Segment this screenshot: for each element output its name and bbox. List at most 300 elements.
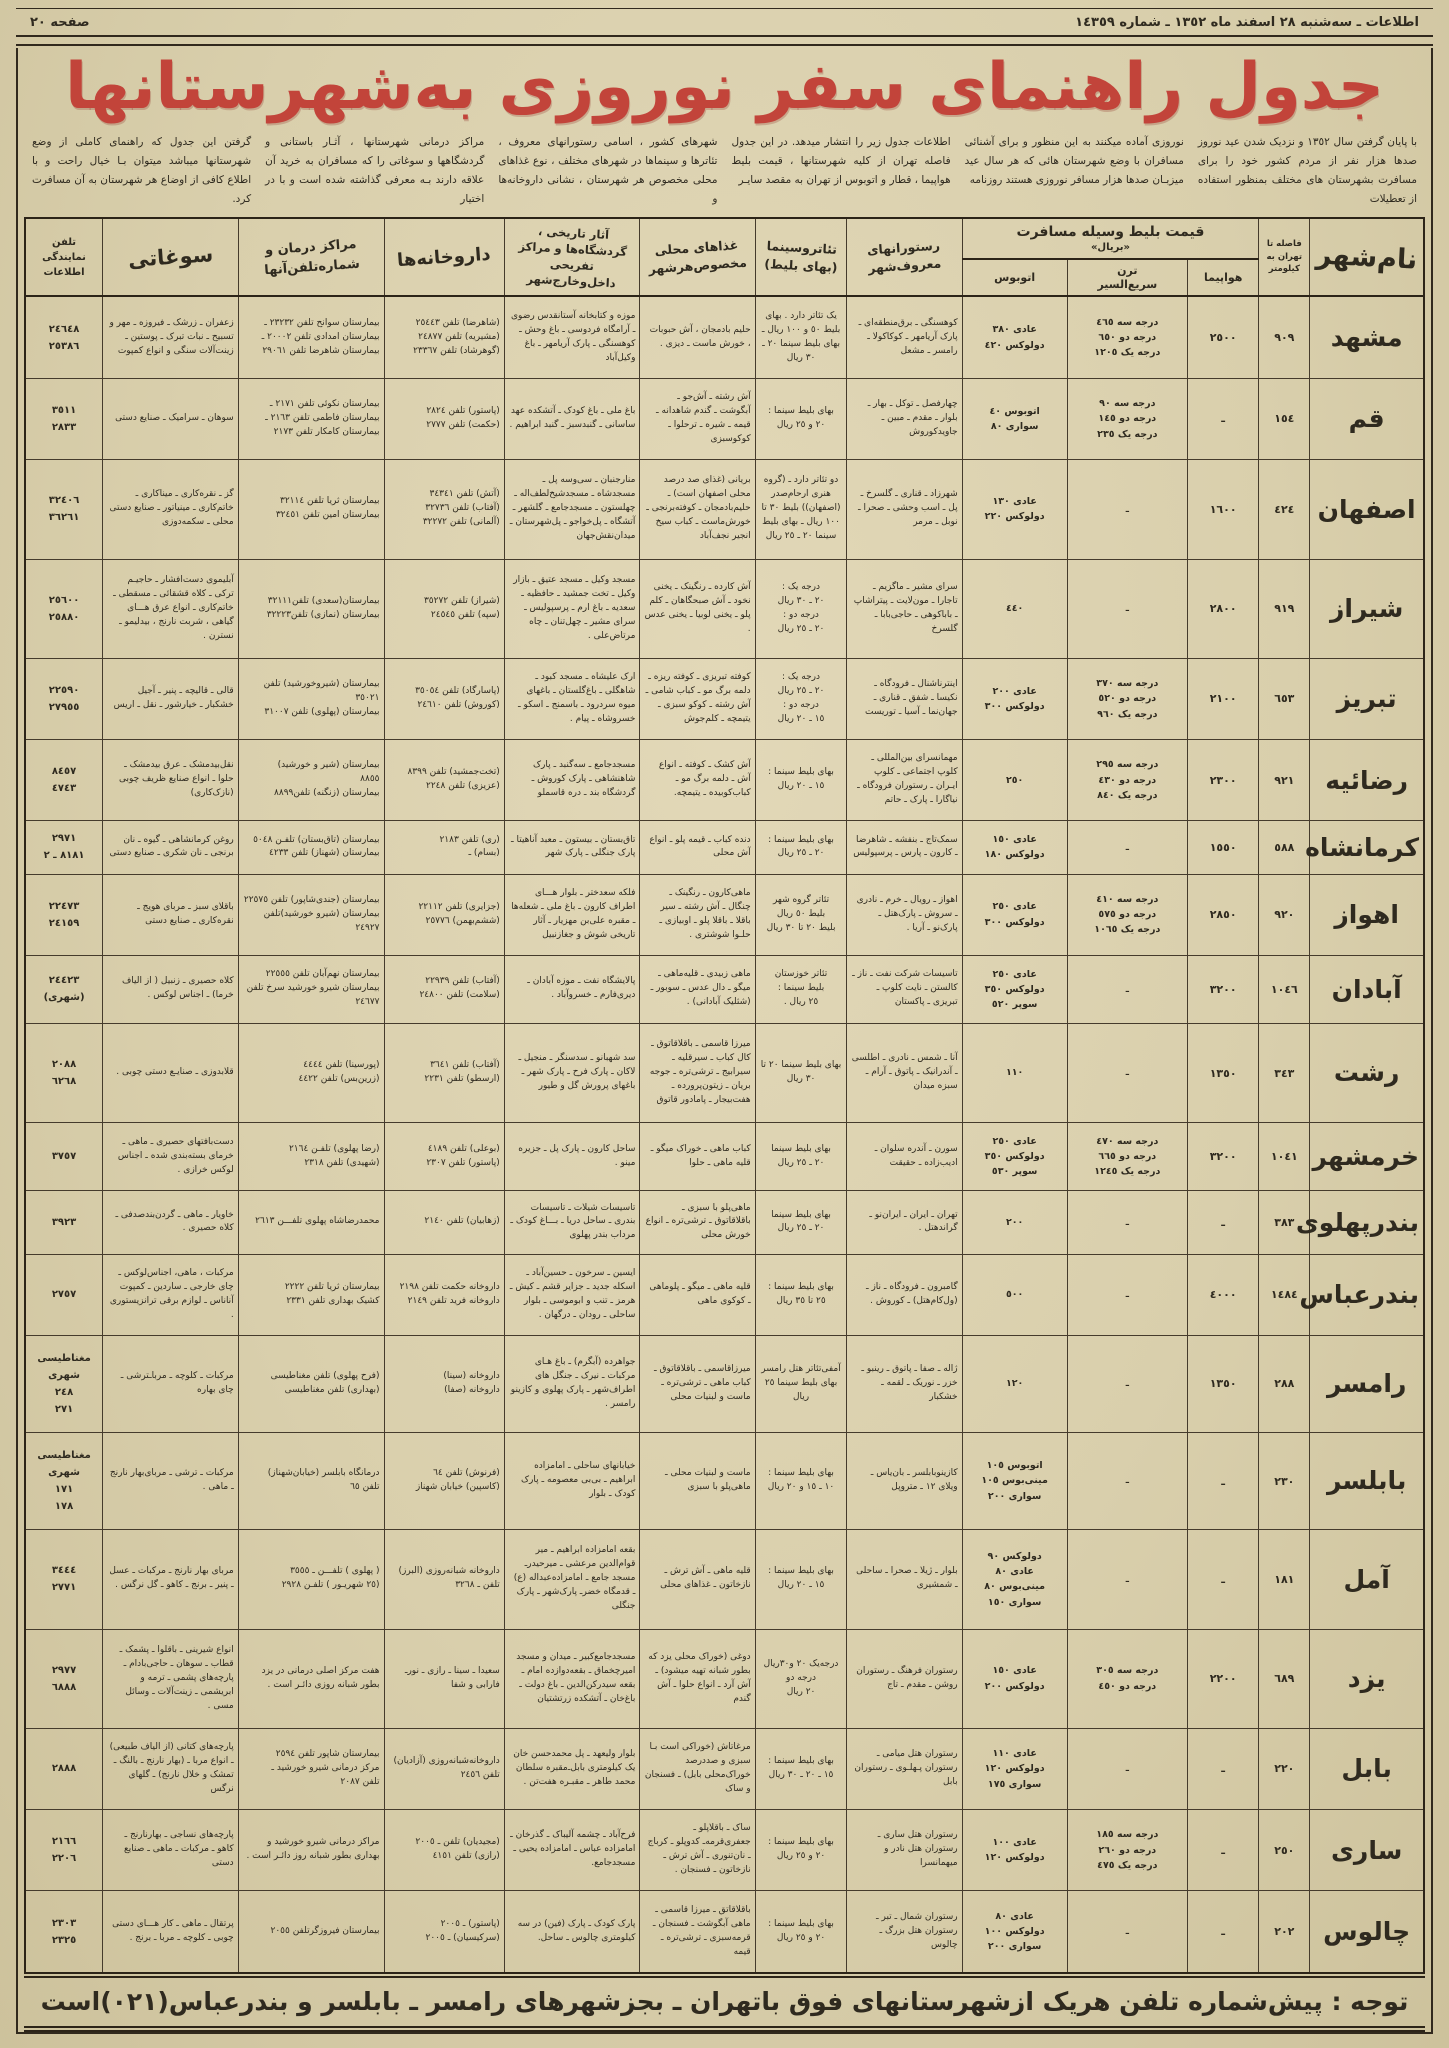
header-train: ترن سریع‌السیر [1067, 259, 1187, 297]
cell-pharmacies: (زهابیان) تلفن ٢١٤٠ [384, 1191, 504, 1254]
cell-name: اهواز [1310, 874, 1424, 955]
cell-foods: ماهی زبیدی ـ قلیه‌ماهی ـ میگو ـ دال عدس ـ سوبور ـ (شثلیک آبادانی) . [640, 955, 755, 1023]
cell-restaurants: مهمانسرای بین‌المللی ـ کلوپ اجتماعی ـ کلوپ ایـران ـ رستوران فرودگاه ـ نیاگارا ـ پارک ـ حاتم [847, 740, 962, 821]
cell-agency-phone: ٣٥١١ ٢٨٣٣ [25, 378, 103, 459]
cell-sights: ساحل کارون ـ پارک پل ـ جزیره مینو . [504, 1123, 640, 1191]
header-ticket-price-group [962, 218, 1259, 259]
cell-sights: جواهرده (آبگرم) ـ باغ هـای مرکبات ـ نیرک ـ جنگل های اطراف‌شهر ـ پارک پهلوی و کازینو رامسر . [504, 1335, 640, 1432]
intro-paragraph [24, 131, 1425, 217]
cell-souvenirs: مرکبات ، ماهی، اجناس‌لوکس ـ چای خارجی ـ ساردین ـ کمپوت آناناس ـ لوازم برقی ترانزیستوری . [103, 1254, 239, 1335]
cell-plane: ٢١٠٠ [1187, 658, 1258, 739]
cell-medical: بیمارستان نهم‌آبان تلفن ٢٢٥٥٥ بیمارستان شیرو خورشید سرخ تلفن ٢٤٦٧٧ [238, 955, 384, 1023]
cell-distance: ٦٨٩ [1259, 1629, 1310, 1728]
cell-foods: کباب ماهی ـ خوراک میگو ـ قلیه ماهی ـ حلوا [640, 1123, 755, 1191]
cell-medical: بیمارستان ثریا تلفن ٢٢٢٢ کشیک بهداری تلفن ٢٣٣١ [238, 1254, 384, 1335]
cell-name: قم [1310, 378, 1424, 459]
cell-agency-phone: ٢٣٠٣ ٢٣٢٥ [25, 1891, 103, 1973]
cell-sights: منارجنبان ـ سی‌وسه پل ـ مسجدشاه ـ مسجدشیخ‌لطف‌اله ـ چهلستون ـ مسجدجامع ـ گلشهر ـ آتشگاه ـ پل‌خواجو ـ پل‌شهرستان ـ میدان‌نقش‌جهان [504, 460, 640, 559]
table-row [25, 1728, 1424, 1809]
cell-train: ـ [1067, 1254, 1187, 1335]
cell-sights: مسجدجامع ـ سه‌گنبد ـ پارک شاهنشاهی ـ پارک کوروش ـ گردشگاه بند ـ دره قاسملو [504, 740, 640, 821]
cell-plane: ٤٠٠٠ [1187, 1254, 1258, 1335]
cell-sights: فرح‌آباد ـ چشمه آلیباک ـ گذرخان ـ امامزاده عباس ـ امامزاده یحیی ـ مسجدجامع. [504, 1810, 640, 1891]
cell-foods: میرزا قاسمی ـ باقلاقاتوق ـ کال کباب ـ سیرقلیه ـ سیرابیج ـ ترشی‌تره ـ جوجه بریان ـ زیتون‌پرورده ـ هفت‌بیجار ـ پامادور قاتوق [640, 1023, 755, 1122]
cell-distance: ٢٣٠ [1259, 1433, 1310, 1530]
cell-restaurants: اینترناشنال ـ فرودگاه ـ نکیسا ـ شفق ـ قناری ـ جهان‌نما ـ آسیا ـ توریست [847, 658, 962, 739]
cell-bus: عادی ٢٥٠ دولوکس ٣٥٠ سوپر ٥٢٠ [962, 955, 1067, 1023]
header-ticket-price-label: قیمت بلیط وسیله مسافرت [1016, 223, 1205, 240]
cell-souvenirs: مربای بهار نارنج ـ مرکبات ـ عسل ـ پنیر ـ برنج ـ کاهو ـ گل نرگس . [103, 1530, 239, 1629]
cell-restaurants: گامبرون ـ فرودگاه ـ ناز ـ (ول‌کام‌هتل) ـ کوروش . [847, 1254, 962, 1335]
cell-name: ساری [1310, 1810, 1424, 1891]
cell-foods: مرغاتاش (خوراکی است بـا سبزی و صددرصد خوراک‌محلی بابل) ـ فسنجان و ساک [640, 1728, 755, 1809]
cell-pharmacies: (ری) تلفن ٢١٨٣ (بسام) ـ [384, 821, 504, 874]
cell-cinema: بهای بلیط سینما : ٢٥ تا ٣٥ ریال [755, 1254, 847, 1335]
cell-sights: ایسین ـ سرخون ـ حسین‌آباد ـ اسکله جدید ـ جزایر قشم ـ کیش ـ هرمز ـ تنب و ابوموسی ـ بلوار ساحلی ـ رودان ـ درگهان . [504, 1254, 640, 1335]
cell-cinema: بهای بلیط سینما ٢٠ تا ٣٠ ریال [755, 1023, 847, 1122]
cell-souvenirs: مرکبات ـ کلوچه ـ مرباـترشی ـ چای بهاره [103, 1335, 239, 1432]
table-row [25, 1810, 1424, 1891]
header-local-foods: غذاهای محلی مخصوص‌هرشهر [640, 218, 755, 297]
cell-souvenirs: قالی ـ قالیچه ـ پنیر ـ آجیل خشکبار ـ خیارشور ـ نقل ـ اریس [103, 658, 239, 739]
cell-distance: ٤٢٤ [1259, 460, 1310, 559]
cell-bus: اتوبوس ٤٠ سواری ٨٠ [962, 378, 1067, 459]
cell-pharmacies: داروخانه شبانه‌روزی (البرز) تلفن ـ ٣٢٦٨ [384, 1530, 504, 1629]
cell-agency-phone: ٢٠٨٨ ٦٢٦٨ [25, 1023, 103, 1122]
cell-souvenirs: مرکبات ـ ترشی ـ مربای‌بهار نارنج ـ ماهی . [103, 1433, 239, 1530]
cell-cinema: دو تئاتر دارد ـ (گروه هنری ارحام‌صدر (اصفهان)) بلیط ٣٠ تا ١٠٠ ریال ـ بهای بلیط سینما ٢٠ ـ ٢٥ ریال [755, 460, 847, 559]
cell-train: ـ [1067, 1530, 1187, 1629]
table-row [25, 1530, 1424, 1629]
cell-pharmacies: (تخت‌جمشید) تلفن ٨٣٩٩ (عزیزی) تلفن ٢٢٤٨ [384, 740, 504, 821]
cell-restaurants: سورن ـ آندره سلوان ـ ادیب‌زاده ـ حقیقت [847, 1123, 962, 1191]
cell-agency-phone: ٢٤٦٤٨ ٢٥٣٨٦ [25, 296, 103, 378]
table-row [25, 1335, 1424, 1432]
cell-medical: بیمارستان ثریا تلفن ٣٢١١٤ بیمارستان امین تلفن ٣٢٤٥١ [238, 460, 384, 559]
cell-name: رضائیه [1310, 740, 1424, 821]
cell-pharmacies: (فرنوش) تلفن ٦٤ (کاسپین) خیابان شهناز [384, 1433, 504, 1530]
cell-agency-phone: ٢٩٧١ ٨١٨١ ـ ٢ [25, 821, 103, 874]
cell-restaurants: اهواز ـ رویال ـ خرم ـ نادری ـ سروش ـ پارک‌هتل ـ پارک‌نو ـ آریا . [847, 874, 962, 955]
header-ticket-price-unit: «بریال» [1090, 241, 1131, 253]
cell-train: ـ [1067, 559, 1187, 658]
cell-plane: ـ [1187, 1891, 1258, 1973]
cell-agency-phone: ٢٥٦٠٠ ٢٥٨٨٠ [25, 559, 103, 658]
cell-restaurants: آنا ـ شمس ـ نادری ـ اطلسی ـ آندرانیک ـ پاتوق ـ آرام ـ سبزه میدان [847, 1023, 962, 1122]
cell-agency-phone: مغناطیسی شهری ١٧١ ١٧٨ [25, 1433, 103, 1530]
cell-distance: ١٤٨٤ [1259, 1254, 1310, 1335]
table-row [25, 460, 1424, 559]
cell-agency-phone: ٣٩٢٣ [25, 1191, 103, 1254]
cell-foods: قلیه ماهی ـ میگو ـ پلوماهی ـ کوکوی ماهی [640, 1254, 755, 1335]
cell-cinema: بهای بلیط سینما : ١٥ ـ ٢٠ ریال [755, 1530, 847, 1629]
table-row [25, 296, 1424, 378]
cell-medical: بیمارستان نکوئی تلفن ٢١٧١ ـ بیمارستان فاطمی تلفن ٢١٦٣ ـ بیمارستان کامکار تلفن ٢١٧٣ [238, 378, 384, 459]
cell-distance: ٢٠٢ [1259, 1891, 1310, 1973]
cell-name: شیراز [1310, 559, 1424, 658]
cell-pharmacies: (پاستور) ـ ٢٠٠٥ (سرکیسیان) ـ ٢٠٠٥ [384, 1891, 504, 1973]
table-row [25, 1433, 1424, 1530]
cell-bus: عادی ١٥٠ دولوکس ١٨٠ [962, 821, 1067, 874]
cell-sights: خیابانهای ساحلی ـ امامزاده ابراهیم ـ بی‌بی معصومه ـ پارک کودک ـ بلوار [504, 1433, 640, 1530]
cell-foods: ماهی‌پلو با سبزی ـ باقلاقاتوق ـ ترشی‌تره ـ انواع خورش محلی [640, 1191, 755, 1254]
cell-bus: عادی ٣٨٠ دولوکس ٤٢٠ [962, 296, 1067, 378]
cell-restaurants: شهرزاد ـ قناری ـ گلسرخ ـ پل ـ اسب وحشی ـ صحرا ـ نوبل ـ مرمر [847, 460, 962, 559]
cell-sights: ارک علیشاه ـ مسجد کبود ـ شاهگلی ـ باغ‌گلستان ـ باغهای میوه سردرود ـ باسمنج ـ اسکو ـ خسروشاه ـ پیام . [504, 658, 640, 739]
cell-restaurants: سرای مشیر ـ ماگزیم ـ تاجارا ـ مون‌لایت ـ پیتراشاپ ـ باباکوهی ـ حاجی‌بابا ـ گلسرخ [847, 559, 962, 658]
table-row [25, 1629, 1424, 1728]
cell-train: ـ [1067, 1728, 1187, 1809]
cell-train: درجه سه ٤٧٠ درجه دو ٦٦٥ درجه یک ١٢٤٥ [1067, 1123, 1187, 1191]
cell-souvenirs: آبلیموی دست‌افشار ـ حاجیـم ترکی ـ کلاه قشقائی ـ مسقطی ـ خاتم‌کاری ـ انواع عرق هـــای گیاهی ، شربت نارنج ، بیدلیمو ـ نسترن . [103, 559, 239, 658]
table-row [25, 955, 1424, 1023]
cell-plane: ٢٨٠٠ [1187, 559, 1258, 658]
table-row [25, 1023, 1424, 1122]
cell-distance: ٦٥٣ [1259, 658, 1310, 739]
cell-bus: ٢٥٠ [962, 740, 1067, 821]
cell-souvenirs: انواع شیرینی ـ باقلوا ـ پشمک ـ قطاب ـ سوهان ـ حاجی‌بادام ـ پارچه‌های پشمی ـ ترمه و ابریشمی ـ زینت‌آلات ـ وسائل مسی . [103, 1629, 239, 1728]
page-title: جدول راهنمای سفر نوروزی به‌شهرستانها [65, 50, 1384, 124]
header-restaurants: رستورانهای معروف‌شهر [847, 218, 962, 297]
masthead-divider [16, 35, 1433, 46]
footer-note: توجه : پیش‌شماره تلفن هریک ازشهرستانهای فوق باتهران ـ بجزشهرهای رامسر ـ بابلسر و بندرعباس(٠٢١)است [24, 1976, 1425, 2032]
cell-medical: بیمارستان سوانح تلفن ٢٣٢٣٢ ـ بیمارستان امدادی تلفن ٢٠٠٠٢ ـ بیمارستان شاهرضا تلفن ٢٩٠٦١ [238, 296, 384, 378]
header-historic-sights: آثار تاریخی ، گردشگاه‌ها و مراکز تفریحی داخل‌وخارج‌شهر [504, 218, 640, 297]
cell-plane: ـ [1187, 1810, 1258, 1891]
cell-distance: ٩١٩ [1259, 559, 1310, 658]
cell-bus: ١١٠ [962, 1023, 1067, 1122]
cell-pharmacies: داروخانه (سینا) داروخانه (صفا) [384, 1335, 504, 1432]
cell-name: رامسر [1310, 1335, 1424, 1432]
cell-pharmacies: داروخانه‌شبانه‌روزی (آزادیان) تلفن ٢٤٥٦ [384, 1728, 504, 1809]
cell-name: بابل [1310, 1728, 1424, 1809]
cell-bus: اتوبوس ١٠٥ مینی‌بوس ١٠٥ سواری ٢٠٠ [962, 1433, 1067, 1530]
cell-bus: ٤٤٠ [962, 559, 1067, 658]
cell-souvenirs: پارچه‌های کتانی (از الیاف طبیعی) ـ انواع مربا ـ (بهار نارنج ـ بالنگ ـ تمشک و خلال نارنج) ـ گلهای نرگس [103, 1728, 239, 1809]
cell-cinema: درجه‌یک ٢٠ و٣٠ریال درجه دو ٢٠ ریال [755, 1629, 847, 1728]
cell-restaurants: رستوران هتل میامی ـ رستوران پـهلـوی ـ رستوران بابل [847, 1728, 962, 1809]
cell-train: درجه سه ١٨٥ درجه دو ٢٦٠ درجه یک ٤٧٥ [1067, 1810, 1187, 1891]
cell-foods: دوغی (خوراک محلی یزد که بطور شبانه تهیه میشود) ـ آش آرد ـ انواع حلوا ـ آش گندم [640, 1629, 755, 1728]
cell-pharmacies: (آفتاب) تلفن ٣٦٤١ (ارسطو) تلفن ٢٢٣١ [384, 1023, 504, 1122]
cell-train: ـ [1067, 1335, 1187, 1432]
header-distance: فاصله تا تهران به کیلومتر [1259, 218, 1310, 297]
cell-pharmacies: (بوعلی) تلفن ٤١٨٩ (پاستور) تلفن ٢٣٠٧ [384, 1123, 504, 1191]
cell-medical: بیمارستان (تاق‌بستان) تلفـن ٥٠٤٨ بیمارستان (شهناز) تلفن ٤٢٣٣ [238, 821, 384, 874]
cell-name: یزد [1310, 1629, 1424, 1728]
cell-distance: ٢٢٠ [1259, 1728, 1310, 1809]
cell-foods: کوفته تبریزی ـ کوفته ریزه ـ دلمه برگ مو ـ کباب شامی ـ آش رشته ـ کوکو سبزی ـ یتیمچه ـ کلم‌جوش [640, 658, 755, 739]
cell-name: رشت [1310, 1023, 1424, 1122]
cell-name: آبادان [1310, 955, 1424, 1023]
cell-name: کرمانشاه [1310, 821, 1424, 874]
cell-foods: حلیم بادمجان ، آش حبوبات ، خورش ماست ـ دیزی . [640, 296, 755, 378]
cell-cinema: بهای بلیط سینما : ١٥ ـ ٢٠ ـ ٣٠ ریال [755, 1728, 847, 1809]
cell-restaurants: تهران ـ ایران ـ ایران‌نو ـ گراندهتل . [847, 1191, 962, 1254]
cell-medical: محمدرضاشاه پهلوی تلفـــن ٢٦١٣ [238, 1191, 384, 1254]
cell-train: ـ [1067, 821, 1187, 874]
cell-sights: بلوار ولیعهد ـ پل محمدحسن خان یک کیلومتری بابل‌ـ‌مقبره سلطان محمد طاهر ـ مقبـره هفت‌تن . [504, 1728, 640, 1809]
cell-souvenirs: زعفران ـ زرشک ـ فیروزه ـ مهر و تسبیح ـ نبات تبرک ـ پوستین ـ زینت‌آلات سنگی و انواع کمپوت [103, 296, 239, 378]
cell-bus: دولوکس ٩٠ عادی ٨٠ مینی‌بوس ٨٠ سواری ١٥٠ [962, 1530, 1067, 1629]
travel-table-wrap [24, 217, 1425, 1974]
cell-train: درجه سه ٢٩٥ درجه دو ٤٣٠ درجه یک ٨٤٠ [1067, 740, 1187, 821]
cell-agency-phone: ٣٧٥٧ [25, 1123, 103, 1191]
cell-medical: بیمارستان شاپور تلفن ٢٥٩٤ مرکز درمانی شیرو خورشید ـ تلفن ٢٠٨٧ [238, 1728, 384, 1809]
cell-plane: ٣٢٠٠ [1187, 1123, 1258, 1191]
cell-agency-phone: ٢٧٥٧ [25, 1254, 103, 1335]
cell-train: ـ [1067, 1891, 1187, 1973]
cell-restaurants: رستوران شمال ـ تبر ـ رستوران هتل بزرگ ـ چالوس [847, 1891, 962, 1973]
cell-distance: ١٠٤١ [1259, 1123, 1310, 1191]
cell-sights: پارک کودک ـ پارک (فین) در سه کیلومتری چالوس ـ ساحل. [504, 1891, 640, 1973]
cell-medical: بیمارستان (شیر و خورشید) ٨٨٥٥ بیمارستان (زنگنه) تلفن٨٨٩٩ [238, 740, 384, 821]
cell-bus: عادی ١٣٠ دولوکس ٢٢٠ [962, 460, 1067, 559]
cell-foods: آش کارده ـ رنگینک ـ یخنی نخود ـ آش صبحگاهان ـ کلم پلو ـ یخنی لوبیا ـ یخنی عدس . [640, 559, 755, 658]
masthead [16, 9, 1433, 35]
cell-train: ـ [1067, 1191, 1187, 1254]
cell-cinema: بهای بلیط سینما ٢٠ ـ ٢٥ ریال [755, 1123, 847, 1191]
cell-plane: ٢٣٠٠ [1187, 740, 1258, 821]
cell-medical: مراکز درمانی شیرو خورشید و بهداری بطور شبانه روز دائـر است . [238, 1810, 384, 1891]
cell-souvenirs: نقل‌بیدمشک ـ عرق بیدمشک ـ حلوا ـ انواع صنایع ظریف چوبی (نازک‌کاری) [103, 740, 239, 821]
cell-train: درجه سه ٣٠٥ درجه دو ٤٥٠ [1067, 1629, 1187, 1728]
cell-medical: بیمارستان (شیروخورشید) تلفن ٣٥٠٢١ بیمارستان (پهلوی) تلفن ٣١٠٠٧ [238, 658, 384, 739]
cell-foods: ساک ـ باقلاپلو ـ جعفری‌قرمه‌ـ کدوپلو ـ کرباج ـ نان‌تنوری ـ آش ترش ـ نازخاتون ـ فسنجان . [640, 1810, 755, 1891]
table-row [25, 378, 1424, 459]
cell-sights: باغ ملی ـ باغ کودک ـ آتشکده عهد ساسانی ـ گنبدسبز ـ گنبد ابراهیم . [504, 378, 640, 459]
cell-bus: ١٢٠ [962, 1335, 1067, 1432]
cell-distance: ٢٨٨ [1259, 1335, 1310, 1432]
intro-column: گرفتن این جدول که راهنمای کاملی از وضع شهرستانها میباشد میتوان بـا خیال راحت و با اطلاع کافی از اوضاع هر شهرستان به آن مسافرت کرد. [31, 136, 252, 205]
cell-agency-phone: ٨٤٥٧ ٤٧٤٣ [25, 740, 103, 821]
cell-medical: بیمارستان(سعدی) تلفن٣٢١١١ بیمارستان (نمازی) تلفن٣٢٢٢٣ [238, 559, 384, 658]
cell-restaurants: سمک‌تاج ـ بنفشه ـ شاهرضا ـ کارون ـ پارس ـ پرسپولیس [847, 821, 962, 874]
cell-cinema: بهای بلیط سینما ٢٠ ـ ٢٥ ریال [755, 1191, 847, 1254]
cell-restaurants: رستوران هتل ساری ـ رستوران هتل نادر و میهمانسرا [847, 1810, 962, 1891]
table-header [25, 218, 1424, 297]
cell-foods: میرزاقاسمی ـ باقلاقاتوق ـ کباب ماهی ـ ترشی‌تره ـ ماست و لبنیات محلی [640, 1335, 755, 1432]
travel-guide-table [24, 217, 1425, 1974]
cell-souvenirs: پارچه‌های نساجی ـ بهارنارنج ـ کاهو ـ مرکبات ـ ماهی ـ صنایع دستی [103, 1810, 239, 1891]
intro-column: نوروزی آماده میکنند به این منظور و برای آشنائی مسافران با وضع شهرستان هائی که هر سال عید میزبـان صدها هزار مسافر نوروزی هستند روزنامه [964, 136, 1184, 186]
cell-distance: ١٨١ [1259, 1530, 1310, 1629]
cell-train: ـ [1067, 955, 1187, 1023]
cell-cinema: بهای بلیط سینما : ١٥ ـ ٢٠ ریال [755, 740, 847, 821]
cell-bus: عادی ٢٥٠ دولوکس ٣٠٠ [962, 874, 1067, 955]
masthead-issue: اطلاعات ـ سه‌شنبه ٢٨ اسفند ماه ١٣٥٢ ـ شماره ١٤٣٥٩ [1075, 15, 1419, 30]
masthead-page-number: صفحه ٢٠ [30, 15, 90, 30]
cell-bus: ٢٠٠ [962, 1191, 1067, 1254]
cell-restaurants: چهارفصل ـ توکل ـ بهار ـ بلوار ـ مقدم ـ مبین ـ جاویدکوروش [847, 378, 962, 459]
cell-sights: موزه و کتابخانه آستانقدس رضوی ـ آرامگاه فردوسی ـ باغ وحش ـ کوهسنگی ـ پارک آریامهر ـ باغ وکیل‌آباد [504, 296, 640, 378]
cell-agency-phone: ٢٢٥٩٠ ٢٧٩٥٥ [25, 658, 103, 739]
table-row [25, 559, 1424, 658]
cell-distance: ٩٢٠ [1259, 874, 1310, 955]
cell-souvenirs: باقلای سبز ـ مربای هویج ـ نقره‌کاری ـ صنایع دستی [103, 874, 239, 955]
cell-train: درجه سه ٩٠ درجه دو ١٤٥ درجه یک ٢٣٥ [1067, 378, 1187, 459]
cell-name: چالوس [1310, 1891, 1424, 1973]
header-airplane: هواپیما [1187, 259, 1258, 297]
cell-bus: عادی ١٥٠ دولوکس ٢٠٠ [962, 1629, 1067, 1728]
cell-distance: ٥٨٨ [1259, 821, 1310, 874]
cell-plane: ١٥٥٠ [1187, 821, 1258, 874]
cell-bus: عادی ٨٠ دولوکس ١٠٠ سواری ٢٠٠ [962, 1891, 1067, 1973]
cell-plane: ـ [1187, 1530, 1258, 1629]
cell-pharmacies: (پاسارگاد) تلفن ٣٥٠٥٤ (کوروش) تلفن ٢٤٦١٠ [384, 658, 504, 739]
table-row [25, 821, 1424, 874]
cell-pharmacies: سعیدا ـ سینا ـ رازی ـ نورـ فارابی و شفا [384, 1629, 504, 1728]
cell-cinema: تئاتر خوزستان بلیط سینما : ٢٥ ریال . [755, 955, 847, 1023]
intro-column: شهرهای کشور ، اسامی رستورانهای معروف ، تئاترها و سینماها در شهرهای مختلف ، نوع غذاهای محلی مخصوص هر شهرستان ، نشانی داروخانه‌ها و [498, 136, 718, 205]
cell-bus: عادی ١٠٠ دولوکس ١٢٠ [962, 1810, 1067, 1891]
cell-restaurants: رستوران فرهنگ ـ رستوران روشن ـ مقدم ـ تاج [847, 1629, 962, 1728]
cell-name: خرمشهر [1310, 1123, 1424, 1191]
cell-foods: دنده کباب ـ قیمه پلو ـ انواع آش محلی [640, 821, 755, 874]
header-medical-centers: مراکز درمان و شماره‌تلفن‌آنها [238, 218, 384, 297]
cell-cinema: تئاتر گروه شهر بلیط ٥٠ ریال بلیط ٢٠ تا ٣٠ ریال [755, 874, 847, 955]
cell-distance: ١٥٤ [1259, 378, 1310, 459]
cell-souvenirs: کلاه حصیری ـ زنبیل ( از الیاف خرما) ـ اجناس لوکس . [103, 955, 239, 1023]
cell-train: ـ [1067, 1433, 1187, 1530]
cell-agency-phone: ٢٩٧٧ ٦٨٨٨ [25, 1629, 103, 1728]
table-row [25, 874, 1424, 955]
cell-foods: ماهی‌کارون ـ رنگینک ـ چنگال ـ آش رشته ـ سیر باقلا ـ باقلا پلو ـ اوبیازی ـ حلـوا شوشتری . [640, 874, 755, 955]
cell-foods: آش کشک ـ کوفته ـ انواع آش ـ دلمه برگ مو ـ کباب‌کوبیده ـ یتیمچه. [640, 740, 755, 821]
cell-bus: عادی ٢٠٠ دولوکس ٣٠٠ [962, 658, 1067, 739]
cell-distance: ٩٠٩ [1259, 296, 1310, 378]
cell-cinema: بهای بلیط سینما : ٢٠ و ٢٥ ریال [755, 1810, 847, 1891]
cell-cinema: بهای بلیط سینما : ٢٠ ـ ٢٥ ریال [755, 821, 847, 874]
table-row [25, 1191, 1424, 1254]
cell-sights: مسجد وکیل ـ مسجد عتیق ـ بازار وکیل ـ تخت جمشید ـ حافظیه ـ سعدیه ـ باغ ارم ـ پرسپولیس ـ سرای مشیر ـ چهل‌تنان ـ چاه مرتاض‌علی . [504, 559, 640, 658]
cell-cinema: درجه یک : ٢٠ ـ ٣٠ ریال درجه دو : ٢٠ ـ ٢٥ ریال [755, 559, 847, 658]
intro-column: اطلاعات جدول زیر را انتشار میدهد. در این جدول فاصله تهران از کلیه شهرستانها ، قیمت بلیط هواپیما ، قطار و اتوبوس از تهران به مقصد سایـر [731, 136, 951, 186]
cell-medical: بیمارستان فیروزگرتلفن ٢٠٥٥ [238, 1891, 384, 1973]
cell-souvenirs: گز ـ نقره‌کاری ـ میناکاری ـ خاتم‌کاری ـ مینیاتور ـ صنایع دستی محلی ـ سکمه‌دوزی [103, 460, 239, 559]
cell-restaurants: کازینوبابلسر ـ بان‌یاس ـ ویلای ١٢ ـ متروپل [847, 1433, 962, 1530]
cell-train: درجه سه ٤٦٥ درجه دو ٦٥٠ درجه یک ١٢٠٥ [1067, 296, 1187, 378]
cell-plane: ٣٢٠٠ [1187, 955, 1258, 1023]
cell-distance: ٢٥٠ [1259, 1810, 1310, 1891]
cell-medical: هفت مرکز اصلی درمانی در یزد بطور شبانه روزی دائـر است . [238, 1629, 384, 1728]
cell-plane: ـ [1187, 1191, 1258, 1254]
cell-pharmacies: (شاهرضا) تلفن ٢٥٤٤٣ (مشیریه) تلفن ٢٤٨٧٧ (گوهرشاد) تلفن ٢٣٣٦٧ [384, 296, 504, 378]
cell-sights: سد شهبانو ـ سدسنگر ـ منجیل ـ لاکان ـ پارک فرح ـ پارک شهر ـ باغهای پرورش گل و طیور [504, 1023, 640, 1122]
cell-restaurants: ژاله ـ صفا ـ پاتوق ـ رینبو ـ خزر ـ نوریک ـ لقمه ـ خشکبار [847, 1335, 962, 1432]
cell-train: درجه سه ٤١٠ درجه دو ٥٧٥ درجه یک ١٠٦٥ [1067, 874, 1187, 955]
cell-sights: تاق‌بستان ـ بیستون ـ معبد آناهیتا ـ پارک جنگلی ـ پارک شهر [504, 821, 640, 874]
cell-distance: ٣٨٣ [1259, 1191, 1310, 1254]
cell-agency-phone: ٣٢٤٠٦ ٣٦٢٦١ [25, 460, 103, 559]
cell-name: آمل [1310, 1530, 1424, 1629]
cell-plane: ١٣٥٠ [1187, 1335, 1258, 1432]
cell-souvenirs: سوهان ـ سرامیک ـ صنایع دستی [103, 378, 239, 459]
cell-souvenirs: خاویار ـ ماهی ـ گردن‌بندصدفی ـ کلاه حصیری . [103, 1191, 239, 1254]
cell-plane: ١٦٠٠ [1187, 460, 1258, 559]
cell-pharmacies: (آتش) تلفن ٣٤٣٤١ (آفتاب) تلفن ٣٢٧٣٦ (آلمانی) تلفن ٣٢٢٧٢ [384, 460, 504, 559]
header-pharmacies: داروخانه‌ها [384, 218, 504, 297]
table-row [25, 740, 1424, 821]
table-row [25, 1123, 1424, 1191]
cell-pharmacies: (شیراز) تلفن ٣٥٢٧٢ (سپه) تلفن ٢٤٥٤٥ [384, 559, 504, 658]
cell-agency-phone: ٢٢٤٧٣ ٢٤١٥٩ [25, 874, 103, 955]
cell-distance: ٣٤٣ [1259, 1023, 1310, 1122]
cell-sights: مسجدجامع‌کبیر ـ میدان و مسجد امیرچخماق ـ بقعه‌دوازده امام ـ بقعه سیدرکن‌الدین ـ باغ دولت ـ باغ‌خان ـ آتشکده زرتشتیان [504, 1629, 640, 1728]
cell-plane: ٢٥٠٠ [1187, 296, 1258, 378]
cell-restaurants: بلوار ـ ژیلا ـ صحرا ـ ساحلی ـ شمشیری [847, 1530, 962, 1629]
cell-sights: فلکه سعدختر ـ بلوار هـــای اطراف کارون ـ باغ ملی ـ شعله‌ها ـ مقبره علی‌بن مهزیار ـ آثار تاریخی شوش و جغازنبیل [504, 874, 640, 955]
cell-restaurants: تاسیسات شرکت نفت ـ ناز ـ کالستن ـ نایت کلوپ ـ تبریزی ـ پاکستان [847, 955, 962, 1023]
cell-train: ـ [1067, 460, 1187, 559]
cell-foods: ماست و لبنیات محلی ـ ماهی‌پلو با سبزی [640, 1433, 755, 1530]
cell-bus: ٥٠٠ [962, 1254, 1067, 1335]
cell-pharmacies: (جزایری) تلفن ٢٢١١٢ (ششم‌بهمن) ٢٥٧٧٦ [384, 874, 504, 955]
table-row [25, 1254, 1424, 1335]
title-box [24, 48, 1425, 131]
header-city-name: نام‌شهر [1310, 218, 1424, 297]
header-cinema: تئاتروسینما (بهای بلیط) [755, 218, 847, 297]
cell-agency-phone: ٢٤٤٢٣ (شهری) [25, 955, 103, 1023]
cell-foods: قلیه ماهی ـ آش ترش ـ نازخاتون ـ غذاهای محلی [640, 1530, 755, 1629]
cell-agency-phone: ٣٤٤٤ ٢٧٧١ [25, 1530, 103, 1629]
cell-souvenirs: روغن کرمانشاهی ـ گیوه ـ نان برنجی ـ نان شکری ـ صنایع دستی [103, 821, 239, 874]
header-souvenirs: سوغاتی [103, 218, 239, 297]
cell-pharmacies: (مجیدیان) تلفن ـ ٢٠٠٥ (رازی) تلفن ٤١٥١ [384, 1810, 504, 1891]
cell-bus: عادی ٢٥٠ دولوکس ٣٥٠ سوپر ٥٣٠ [962, 1123, 1067, 1191]
cell-medical: بیمارستان (جندی‌شاپور) تلفن ٢٢٥٧٥ بیمارستان (شیرو خورشید)تلفن ٢٤٩٢٧ [238, 874, 384, 955]
header-bus: اتوبوس [962, 259, 1067, 297]
cell-medical: (رضا پهلوی) تلفـن ٢١٦٤ (شهیدی) تلفن ٢٣١٨ [238, 1123, 384, 1191]
cell-train: ـ [1067, 1023, 1187, 1122]
cell-distance: ١٠٤٦ [1259, 955, 1310, 1023]
cell-name: بابلسر [1310, 1433, 1424, 1530]
cell-agency-phone: مغناطیسی شهری ٢٤٨ ٢٧١ [25, 1335, 103, 1432]
cell-pharmacies: (پاستور) تلفن ٢٨٢٤ (حکمت) تلفن ٢٧٧٧ [384, 378, 504, 459]
cell-souvenirs: دست‌بافتهای حصیری ـ ماهی ـ خرمای بسته‌بندی شده ـ اجناس لوکس خرازی . [103, 1123, 239, 1191]
cell-plane: ـ [1187, 1433, 1258, 1530]
cell-name: اصفهان [1310, 460, 1424, 559]
table-row [25, 1891, 1424, 1973]
cell-pharmacies: داروخانه حکمت تلفن ٢١٩٨ داروخانه فرید تلفن ٢١٤٩ [384, 1254, 504, 1335]
cell-distance: ٩٢١ [1259, 740, 1310, 821]
cell-pharmacies: (آفتاب) تلفن ٢٢٩٣٩ (سلامت) تلفن ٢٤٨٠٠ [384, 955, 504, 1023]
cell-foods: باقلاقاتق ـ میرزا قاسمی ـ ماهی آبگوشت ـ فسنجان ـ قرمه‌سبزی ـ ترشی‌تره ـ قیمه [640, 1891, 755, 1973]
cell-medical: (پورسینا) تلفن ٤٤٤٤ (زرین‌بس) تلفن ٤٤٢٢ [238, 1023, 384, 1122]
cell-train: درجه سه ٣٧٠ درجه دو ٥٢٠ درجه یک ٩٦٠ [1067, 658, 1187, 739]
table-row [25, 658, 1424, 739]
cell-name: مشهد [1310, 296, 1424, 378]
header-agency-phone: تلفن نمایندگی اطلاعات [25, 218, 103, 297]
cell-plane: ١٣٥٠ [1187, 1023, 1258, 1122]
cell-medical: ( پهلوی ) تلفـــن ـ ٣٥٥٥ (٢٥ شهریـور ) تلفـن ٢٩٢٨ [238, 1530, 384, 1629]
cell-souvenirs: قلابدوزی ـ صنایـع دستی چوبی . [103, 1023, 239, 1122]
cell-medical: (فرح پهلوی) تلفن مغناطیسی (بهداری) تلفن مغناطیسی [238, 1335, 384, 1432]
cell-plane: ـ [1187, 1728, 1258, 1809]
cell-cinema: آمفی‌تئاتر هتل رامسر بهای بلیط سینما ٢٥ ریال [755, 1335, 847, 1432]
cell-medical: درمانگاه بابلسر (خیابان‌شهناز) تلفن ٦٥ [238, 1433, 384, 1530]
cell-sights: پالایشگاه نفت ـ موزه آبادان ـ دیری‌فارم ـ خسروآباد . [504, 955, 640, 1023]
cell-name: تبریز [1310, 658, 1424, 739]
travel-table-body [25, 296, 1424, 1973]
cell-cinema: بهای بلیط سینما : ٢٠ و ٢٥ ریال [755, 378, 847, 459]
cell-souvenirs: پرتقال ـ ماهی ـ کار هـــای دستی چوبی ـ کلوچه ـ مربا ـ برنج . [103, 1891, 239, 1973]
cell-restaurants: کوهسنگی ـ برق‌منطقه‌ای ـ پارک آریامهر ـ کوکاکولا ـ رامسر ـ مشعل [847, 296, 962, 378]
content-frame [16, 48, 1433, 2034]
cell-bus: عادی ١١٠ دولوکس ١٢٠ سواری ١٧٥ [962, 1728, 1067, 1809]
cell-agency-phone: ٢٨٨٨ [25, 1728, 103, 1809]
cell-sights: تاسیسات شیلات ـ تاسیسات بندری ـ ساحل دریا ـ بـــاغ کودک ـ مرداب بندر پهلوی [504, 1191, 640, 1254]
